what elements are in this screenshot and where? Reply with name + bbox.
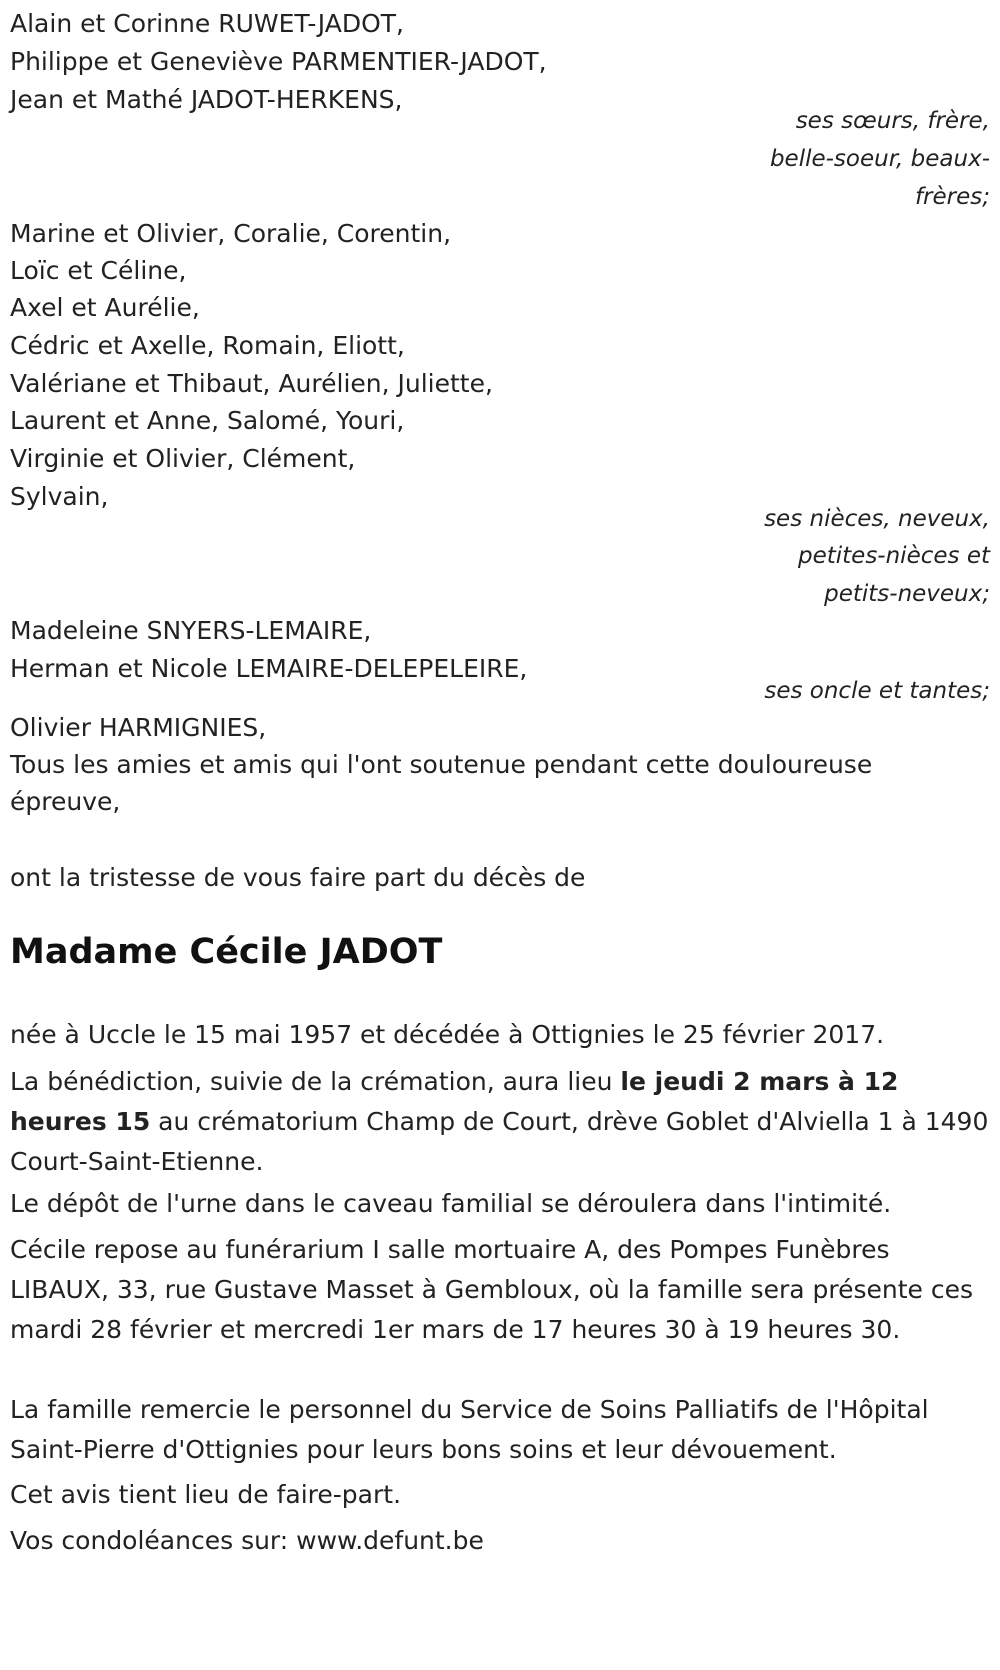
relation-line: belle-soeur, beaux-	[769, 146, 990, 172]
family-name-line: Philippe et Geneviève PARMENTIER-JADOT,	[10, 47, 547, 76]
family-name-line: Sylvain,	[10, 482, 109, 511]
family-name-line: Laurent et Anne, Salomé, Youri,	[10, 406, 405, 435]
ceremony-paragraph	[10, 1062, 995, 1182]
relation-line: ses sœurs, frère,	[795, 108, 990, 134]
ceremony-text-start: La bénédiction, suivie de la crémation, aura lieu	[10, 1067, 621, 1096]
relation-line: frères;	[914, 184, 990, 210]
announcement-text: ont la tristesse de vous faire part du décès de	[10, 863, 586, 892]
family-name-line: Herman et Nicole LEMAIRE-DELEPELEIRE,	[10, 654, 528, 683]
notice-paragraph: Cet avis tient lieu de faire-part.	[10, 1480, 402, 1509]
family-name-line: Madeleine SNYERS-LEMAIRE,	[10, 616, 372, 645]
family-name-line: Virginie et Olivier, Clément,	[10, 444, 356, 473]
relation-line: ses oncle et tantes;	[764, 678, 990, 704]
family-name-line: Alain et Corinne RUWET-JADOT,	[10, 9, 404, 38]
thanks-paragraph: La famille remercie le personnel du Service de Soins Palliatifs de l'Hôpital Saint-Pierre d'Ottignies pour leurs bons soins et leur dévouement.	[10, 1395, 929, 1464]
condolences-paragraph: Vos condoléances sur: www.defunt.be	[10, 1526, 484, 1555]
friends-line: Tous les amies et amis qui l'ont soutenue pendant cette douloureuse	[10, 750, 873, 779]
birth-death-paragraph: née à Uccle le 15 mai 1957 et décédée à Ottignies le 25 février 2017.	[10, 1020, 885, 1049]
ceremony-text-end: au crématorium Champ de Court, drève Goblet d'Alviella 1 à 1490 Court-Saint-Etienne.	[10, 1107, 989, 1176]
deceased-name: Madame Cécile JADOT	[10, 932, 443, 972]
friends-line: épreuve,	[10, 787, 121, 816]
family-name-line: Loïc et Céline,	[10, 256, 187, 285]
family-name-line: Jean et Mathé JADOT-HERKENS,	[10, 85, 403, 114]
family-name-line: Marine et Olivier, Coralie, Corentin,	[10, 219, 452, 248]
relation-line: petits-neveux;	[824, 581, 990, 607]
family-name-line: Valériane et Thibaut, Aurélien, Juliette,	[10, 369, 493, 398]
urn-paragraph: Le dépôt de l'urne dans le caveau familial se déroulera dans l'intimité.	[10, 1189, 892, 1218]
family-name-line: Cédric et Axelle, Romain, Eliott,	[10, 331, 405, 360]
family-name-line: Olivier HARMIGNIES,	[10, 713, 267, 742]
relation-line: petites-nièces et	[798, 543, 990, 569]
ceremony-date-time: le jeudi 2 mars à 12 heures 15	[10, 1067, 899, 1136]
relation-line: ses nièces, neveux,	[764, 506, 990, 532]
family-name-line: Axel et Aurélie,	[10, 293, 200, 322]
visitation-paragraph: Cécile repose au funérarium I salle mortuaire A, des Pompes Funèbres LIBAUX, 33, rue Gustave Masset à Gembloux, où la famille sera présente ces mardi 28 février et mercredi 1er mars de 17 heures 30 à 19 heures 30.	[10, 1235, 974, 1344]
